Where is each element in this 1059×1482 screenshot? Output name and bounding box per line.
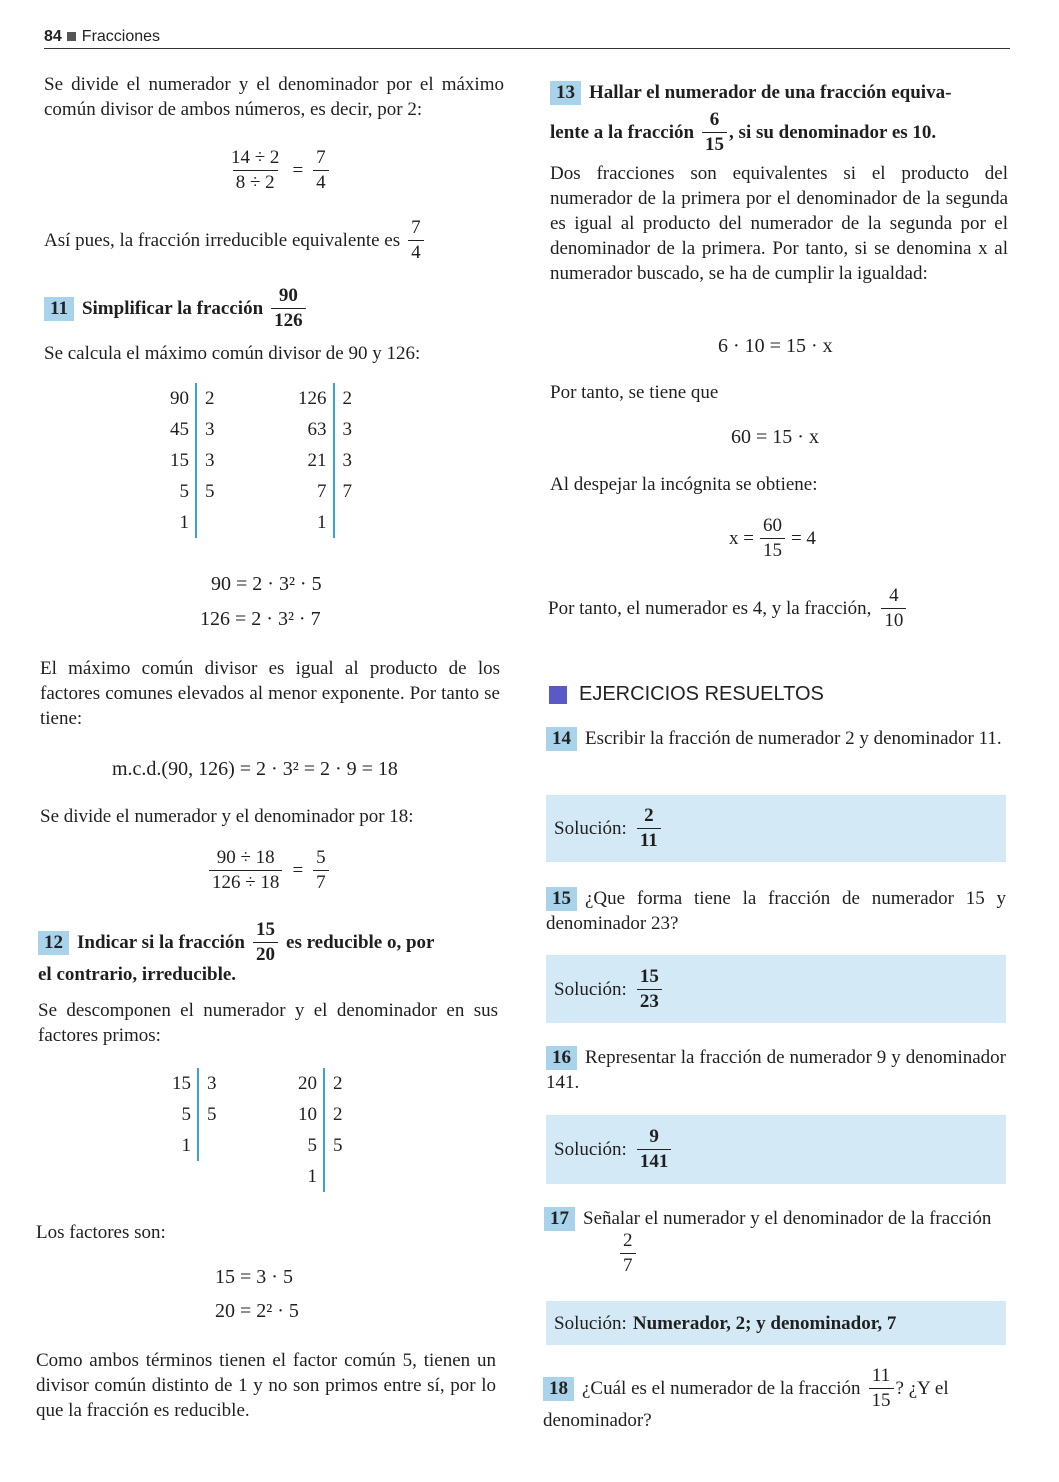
solution-box-15: Solución: $\frac{15}{23}$ (546, 955, 1006, 1023)
exercise-12-text1: Se descomponen el numerador y el denominador en sus factores primos: (38, 1000, 498, 1046)
exercise-13-title: 13 Hallar el numerador de una fracción equiva- (550, 80, 951, 105)
divisor-cell: 2 (342, 388, 352, 409)
dividend-cell: 126 (298, 383, 335, 414)
divisor-cell: 3 (207, 1073, 217, 1094)
exercise-18: 18 ¿Cuál es el numerador de la fracción $\frac{11}{15}$ ? ¿Y el (543, 1364, 949, 1413)
exercise-number: 15 (546, 887, 577, 911)
exercise-13-eq1: 6 · 10 = 15 · x (718, 335, 833, 357)
exercise-17-fraction: $\frac{2}{7}$ (616, 1229, 640, 1278)
intro-paragraph: Se divide el numerador y el denominador por el máximo común divisor de ambos números, es decir, por 2: (44, 74, 504, 120)
page-header (44, 24, 160, 49)
conclusion-line: Así pues, la fracción irreducible equivalente es $\frac{7}{4}$ (44, 216, 428, 265)
exercise-13-text3: Al despejar la incógnita se obtiene: (550, 474, 818, 495)
divisor-cell: 3 (342, 450, 352, 471)
dividend-cell: 90 (170, 383, 197, 414)
dividend-cell: 1 (172, 1130, 199, 1161)
exercise-16: 16 Representar la fracción de numerador 9 y denominador 141. (546, 1047, 1006, 1093)
exercise-13-eq3: x = $\frac{60}{15}$ = 4 (729, 515, 816, 561)
dividend-cell: 20 (298, 1068, 325, 1099)
exercise-11-title: 11 Simplificar la fracción $\frac{90}{126}$ (44, 284, 310, 333)
square-bullet-icon (549, 686, 567, 704)
section-heading: EJERCICIOS RESUELTOS (549, 682, 824, 707)
exercise-13-conclusion: Por tanto, el numerador es 4, y la fracción, $\frac{4}{10}$ (548, 584, 910, 633)
solution-box-17: Solución: Numerador, 2; y denominador, 7 (546, 1301, 1006, 1345)
dividend-cell: 45 (170, 414, 197, 445)
solution-box-14: Solución: $\frac{2}{11}$ (546, 795, 1006, 862)
exercise-12-title: 12 Indicar si la fracción $\frac{15}{20}$ es reducible o, por (38, 918, 435, 967)
dividend-cell: 5 (172, 1099, 199, 1130)
divisor-cell (325, 1161, 343, 1192)
division-table-90 (170, 383, 215, 538)
divisor-cell: 3 (205, 450, 215, 471)
exercise-number: 17 (544, 1207, 575, 1231)
dividend-cell: 1 (298, 507, 335, 538)
divisor-cell: 2 (333, 1073, 343, 1094)
dividend-cell: 1 (170, 507, 197, 538)
exercise-13-eq2: 60 = 15 · x (731, 426, 819, 448)
dividend-cell: 15 (172, 1068, 199, 1099)
dividend-cell: 1 (298, 1161, 325, 1192)
factorization-20: 20 = 2² · 5 (215, 1300, 299, 1322)
dividend-cell: 7 (298, 476, 335, 507)
dividend-cell: 10 (298, 1099, 325, 1130)
divisor-cell: 5 (207, 1104, 217, 1125)
exercise-14: 14 Escribir la fracción de numerador 2 y denominador 11. (546, 726, 1006, 751)
factorization-126: 126 = 2 · 3² · 7 (200, 608, 321, 630)
exercise-18-cont: denominador? (543, 1410, 652, 1431)
dividend-cell: 15 (170, 445, 197, 476)
divisor-cell: 5 (205, 481, 215, 502)
exercise-number: 16 (546, 1046, 577, 1070)
exercise-13-title-cont: lente a la fracción $\frac{6}{15}$ , si su denominador es 10. (550, 109, 937, 155)
divisor-cell (335, 507, 353, 538)
mcd-equation: m.c.d.(90, 126) = 2 · 3² = 2 · 9 = 18 (112, 758, 398, 780)
exercise-13-text2: Por tanto, se tiene que (550, 382, 719, 403)
division-table-126 (298, 383, 352, 538)
exercise-number: 11 (44, 297, 74, 321)
divisor-cell: 7 (342, 481, 352, 502)
factorization-90: 90 = 2 · 3² · 5 (211, 573, 322, 595)
dividend-cell: 21 (298, 445, 335, 476)
exercise-15: 15 ¿Que forma tiene la fracción de numerador 15 y denominador 23? (546, 888, 1006, 934)
dividend-cell: 63 (298, 414, 335, 445)
exercise-13-text1: Dos fracciones son equivalentes si el producto del numerador de la primera por el denominador de la segunda es igual al producto del numerador de la segunda por el denominador de la primera. Por tanto, si se denomina x al numerador buscado, se ha de cumplir la igualdad: (550, 163, 1008, 284)
divisor-cell: 5 (333, 1135, 343, 1156)
divisor-cell: 3 (342, 419, 352, 440)
solution-box-16: Solución: $\frac{9}{141}$ (546, 1115, 1006, 1184)
exercise-12-title-cont: el contrario, irreducible. (38, 964, 237, 985)
divisor-cell: 2 (333, 1104, 343, 1125)
exercise-12-text2: Los factores son: (36, 1222, 166, 1243)
divisor-cell: 3 (205, 419, 215, 440)
divisor-cell: 2 (205, 388, 215, 409)
divisor-cell (197, 507, 215, 538)
divisor-cell (199, 1130, 217, 1161)
exercise-number: 12 (38, 931, 69, 955)
dividend-cell: 5 (298, 1130, 325, 1161)
exercise-number: 14 (546, 727, 577, 751)
exercise-number: 18 (543, 1377, 574, 1401)
exercise-17: 17 Señalar el numerador y el denominador de la fracción (544, 1206, 1004, 1231)
factorization-15: 15 = 3 · 5 (215, 1266, 293, 1288)
exercise-12-text3: Como ambos términos tienen el factor común 5, tienen un divisor común distinto de 1 y no son primos entre sí, por lo que la fracción es reducible. (36, 1350, 496, 1421)
exercise-11-text1: Se calcula el máximo común divisor de 90 y 126: (44, 343, 421, 364)
header-rule (44, 48, 1010, 49)
exercise-number: 13 (550, 81, 581, 105)
division-table-20 (298, 1068, 343, 1192)
exercise-11-equation: $\frac{90 \div 18}{126 \div 18}$ = $\frac{5}{7}$ (205, 846, 333, 895)
exercise-11-text3: Se divide el numerador y el denominador por 18: (40, 806, 414, 827)
square-bullet-icon (67, 32, 76, 41)
exercise-11-text2: El máximo común divisor es igual al producto de los factores comunes elevados al menor exponente. Por tanto se tiene: (40, 658, 500, 729)
intro-equation: $\frac{14 \div 2}{8 \div 2}$ = $\frac{7}{4}$ (224, 146, 333, 195)
division-table-15 (172, 1068, 217, 1161)
dividend-cell: 5 (170, 476, 197, 507)
chapter-title: Fracciones (81, 28, 161, 45)
page-number: 84 (44, 28, 62, 45)
